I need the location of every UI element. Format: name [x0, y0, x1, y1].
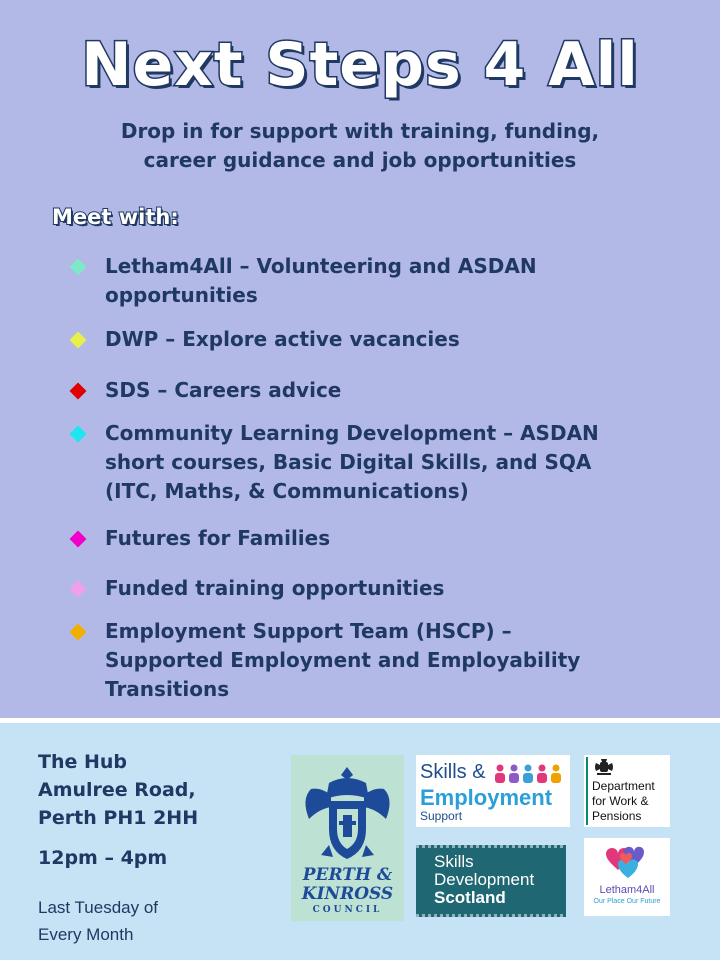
diamond-bullet-icon: [70, 581, 87, 598]
coat-of-arms-icon: [291, 759, 404, 869]
diamond-bullet-icon: [70, 259, 87, 276]
people-icon: [494, 763, 564, 785]
list-item-text: Funded training opportunities: [105, 576, 445, 600]
list-item-text: Futures for Families: [105, 526, 331, 550]
list-item-futures: [72, 524, 682, 553]
subtitle-line: career guidance and job opportunities: [143, 148, 577, 172]
list-item-text: SDS – Careers advice: [105, 378, 342, 402]
list-item-cld: [72, 419, 682, 506]
perth-kinross-council-logo: PERTH & KINROSS COUNCIL: [291, 755, 404, 921]
list-item-text: DWP – Explore active vacancies: [105, 327, 460, 351]
list-item-funded-training: [72, 574, 682, 603]
subtitle: [0, 117, 720, 175]
list-item-employment-support: [72, 617, 682, 704]
list-item-dwp: [72, 325, 682, 354]
event-time: 12pm – 4pm: [38, 847, 168, 869]
sds-logo: Skills Development Scotland: [416, 845, 566, 917]
event-schedule: Last Tuesday of Every Month: [38, 898, 159, 944]
list-item-text: Community Learning Development – ASDAN short courses, Basic Digital Skills, and SQA (ITC, Maths, & Communications): [105, 421, 599, 503]
dwp-logo: Department for Work & Pensions: [584, 755, 670, 827]
list-item-text: Employment Support Team (HSCP) – Supported Employment and Employability Transitions: [105, 619, 581, 701]
skills-employment-support-logo: Skills & Employment Support: [416, 755, 570, 827]
list-item-sds: [72, 376, 682, 405]
diamond-bullet-icon: [70, 383, 87, 400]
diamond-bullet-icon: [70, 426, 87, 443]
page-title: Next Steps 4 All: [81, 30, 639, 100]
hearts-icon: [604, 844, 650, 882]
list-item-letham4all: [72, 252, 682, 310]
letham4all-logo: Letham4All Our Place Our Future: [584, 838, 670, 916]
subtitle-line: Drop in for support with training, funding,: [120, 119, 600, 143]
diamond-bullet-icon: [70, 624, 87, 641]
dwp-rule: [586, 757, 588, 825]
venue-address: The Hub Amulree Road, Perth PH1 2HH: [38, 751, 199, 829]
meet-heading: Meet with:: [52, 205, 179, 229]
diamond-bullet-icon: [70, 332, 87, 349]
list-item-text: Letham4All – Volunteering and ASDAN opportunities: [105, 254, 537, 307]
diamond-bullet-icon: [70, 531, 87, 548]
royal-crest-icon: [592, 757, 616, 777]
